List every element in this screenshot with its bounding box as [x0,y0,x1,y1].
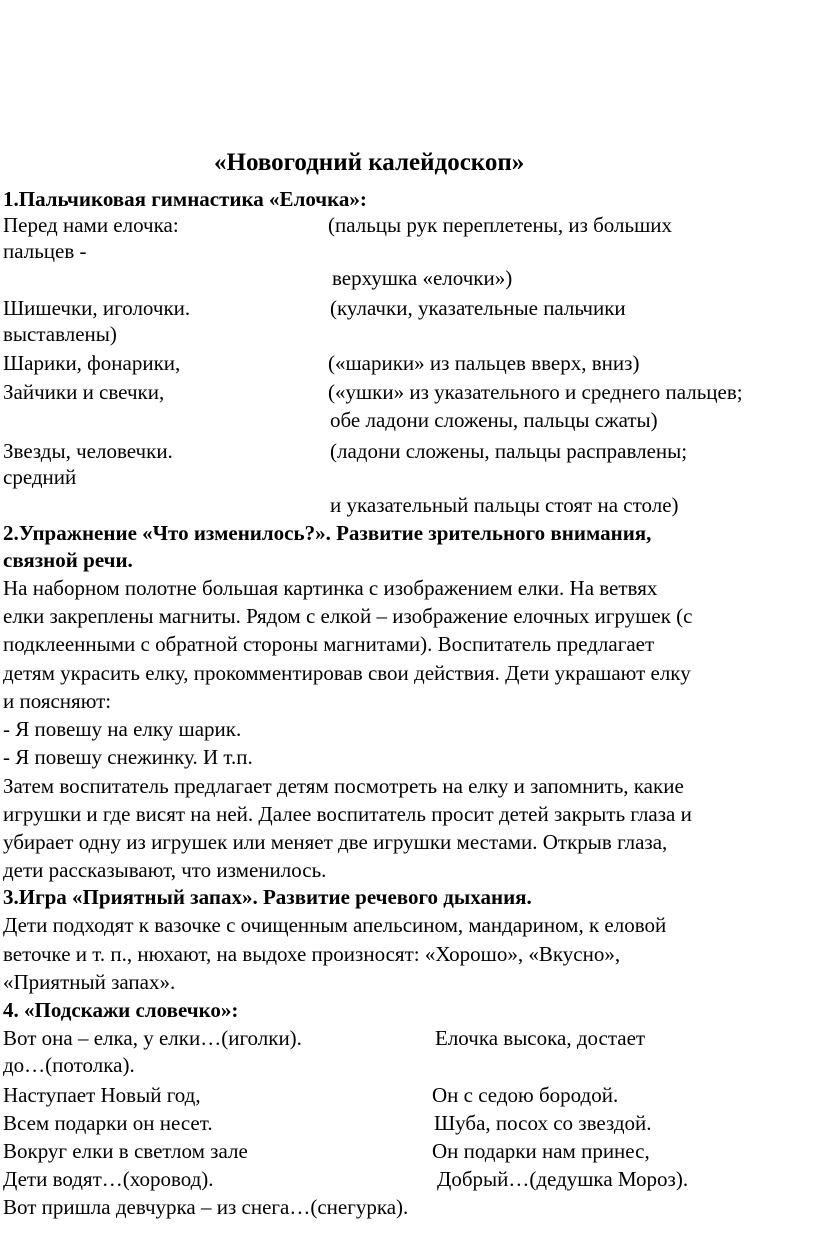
section1-row-6-left: Зайчики и свечки, [3,380,165,404]
section1-row-6-right: («ушки» из указательного и среднего пальцев; [328,380,743,404]
section2-line: детям украсить елку, прокомментировав свои действия. Дети украшают елку [3,661,691,685]
section4-row-2-right: Он с седою бородой. [432,1083,619,1107]
section1-row-0-left: Перед нами елочка: [3,213,179,237]
section1-row-3-left: Шишечки, иголочки. [3,296,191,320]
section4-row-3-right: Шуба, посох со звездой. [434,1111,652,1135]
section3-line: Дети подходят к вазочке с очищенным апельсином, мандарином, к еловой [3,913,667,937]
section2-line: убирает одну из игрушек или меняет две игрушки местами. Открыв глаза, [3,830,668,854]
section4-row-4-left: Вокруг елки в светлом зале [3,1139,248,1163]
section1-row-2-right: верхушка «елочки») [332,266,513,290]
section2-heading-line-1: 2.Упражнение «Что изменилось?». Развитие зрительного внимания, [3,521,652,545]
section2-line: - Я повешу на елку шарик. [3,717,242,741]
section1-row-8-right: (ладони сложены, пальцы расправлены; [330,439,688,463]
section4-row-3-left: Всем подарки он несет. [3,1111,213,1135]
document-title: «Новогодний калейдоскоп» [214,149,525,176]
section2-line: и поясняют: [3,689,112,713]
section2-line: елки закреплены магниты. Рядом с елкой – изображение елочных игрушек (с [3,604,693,628]
section4-row-2-left: Наступает Новый год, [3,1083,201,1107]
section4-row-4-right: Он подарки нам принес, [432,1139,650,1163]
section2-line: - Я повешу снежинку. И т.п. [3,745,253,769]
section4-row-5-left: Дети водят…(хоровод). [3,1167,214,1191]
section4-row-0-left: Вот она – елка, у елки…(иголки). [3,1026,302,1050]
section1-row-5-left: Шарики, фонарики, [3,351,181,375]
section4-row-1-left: до…(потолка). [3,1053,135,1077]
section1-row-5-right: («шарики» из пальцев вверх, вниз) [328,351,640,375]
section1-row-10-right: и указательный пальцы стоят на столе) [330,493,679,517]
section3-line: веточке и т. п., нюхают, на выдохе произносят: «Хорошо», «Вкусно», [3,942,621,966]
section1-row-9-left: средний [3,465,77,489]
section1-row-1-left: пальцев - [3,239,87,263]
section2-line: подклеенными с обратной стороны магнитами). Воспитатель предлагает [3,632,655,656]
section4-row-5-right: Добрый…(дедушка Мороз). [437,1167,689,1191]
section1-heading: 1.Пальчиковая гимнастика «Елочка»: [3,187,367,211]
section1-row-3-right: (кулачки, указательные пальчики [330,296,626,320]
section4-row-6-left: Вот пришла девчурка – из снега…(снегурка). [3,1195,409,1219]
section2-line: На наборном полотне большая картинка с изображением елки. На ветвях [3,576,658,600]
section4-heading: 4. «Подскажи словечко»: [3,998,239,1022]
section3-line: «Приятный запах». [3,970,176,994]
section4-row-0-right: Елочка высока, достает [435,1026,646,1050]
section2-line: игрушки и где висят на ней. Далее воспитатель просит детей закрыть глаза и [3,802,692,826]
section1-row-4-left: выставлены) [3,322,117,346]
section2-line: Затем воспитатель предлагает детям посмотреть на елку и запомнить, какие [3,774,684,798]
section1-row-8-left: Звезды, человечки. [3,439,173,463]
section1-row-0-right: (пальцы рук переплетены, из больших [328,213,672,237]
section2-heading-line-2: связной речи. [3,548,133,572]
section1-row-7-right: обе ладони сложены, пальцы сжаты) [330,408,658,432]
section2-line: дети рассказывают, что изменилось. [3,858,327,882]
section3-heading: 3.Игра «Приятный запах». Развитие речевого дыхания. [3,885,532,909]
